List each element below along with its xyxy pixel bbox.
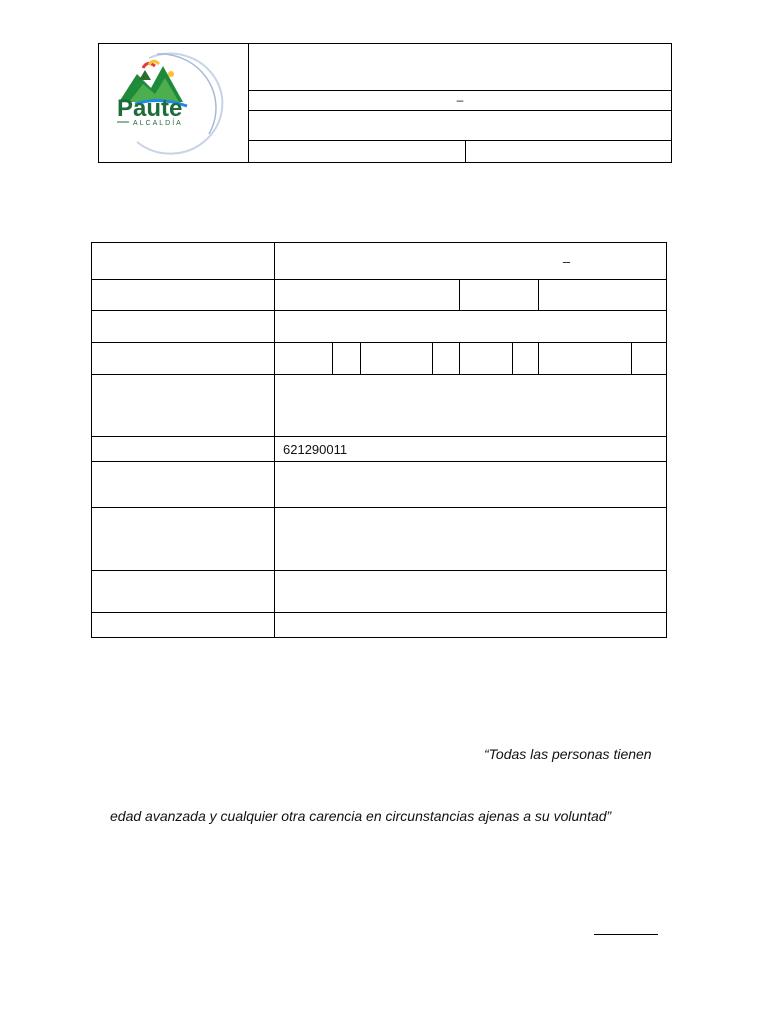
form-option-box-2[interactable] — [433, 343, 460, 375]
info-form-table — [91, 242, 667, 638]
form-value-3 — [275, 311, 667, 343]
form-label-5 — [92, 375, 275, 437]
form-label-10 — [92, 613, 275, 638]
form-label-7 — [92, 462, 275, 508]
quote-start-text: “Todas las personas tienen — [484, 746, 652, 762]
form-label-4 — [92, 343, 275, 375]
form-label-8 — [92, 508, 275, 571]
document-header — [98, 43, 672, 163]
header-title-cell — [249, 44, 672, 91]
logo-brand-text: Paute — [117, 95, 183, 122]
form-value-1 — [275, 243, 667, 280]
header-bottom-right-cell — [466, 140, 672, 162]
form-option-box-4[interactable] — [632, 343, 667, 375]
form-value-10 — [275, 613, 667, 638]
header-subtitle-cell: – — [249, 90, 672, 110]
header-bottom-left-cell — [249, 140, 466, 162]
quote-end-text: edad avanzada y cualquier otra carencia en circunstancias ajenas a su voluntad” — [110, 808, 612, 824]
paute-logo-icon — [99, 44, 249, 162]
form-option-cell-1 — [275, 343, 333, 375]
form-value-9 — [275, 571, 667, 613]
form-value-2b — [460, 280, 539, 311]
form-label-1 — [92, 243, 275, 280]
form-label-6 — [92, 437, 275, 462]
logo-subtitle: ALCALDÍA — [133, 120, 183, 127]
form-label-2 — [92, 280, 275, 311]
form-value-2a — [275, 280, 460, 311]
form-value-7 — [275, 462, 667, 508]
form-value-1-dash: – — [562, 253, 571, 269]
form-option-box-1[interactable] — [333, 343, 361, 375]
form-label-3 — [92, 311, 275, 343]
form-option-cell-3 — [460, 343, 513, 375]
paute-logo — [99, 44, 249, 162]
form-value-8 — [275, 508, 667, 571]
form-label-9 — [92, 571, 275, 613]
logo-cell — [99, 44, 249, 163]
form-option-cell-2 — [361, 343, 433, 375]
form-option-cell-4 — [539, 343, 632, 375]
form-value-5 — [275, 375, 667, 437]
signature-line — [594, 934, 658, 935]
form-value-2c — [539, 280, 667, 311]
form-code-value: 621290011 — [275, 437, 667, 462]
form-option-box-3[interactable] — [513, 343, 539, 375]
header-row3-cell — [249, 111, 672, 140]
